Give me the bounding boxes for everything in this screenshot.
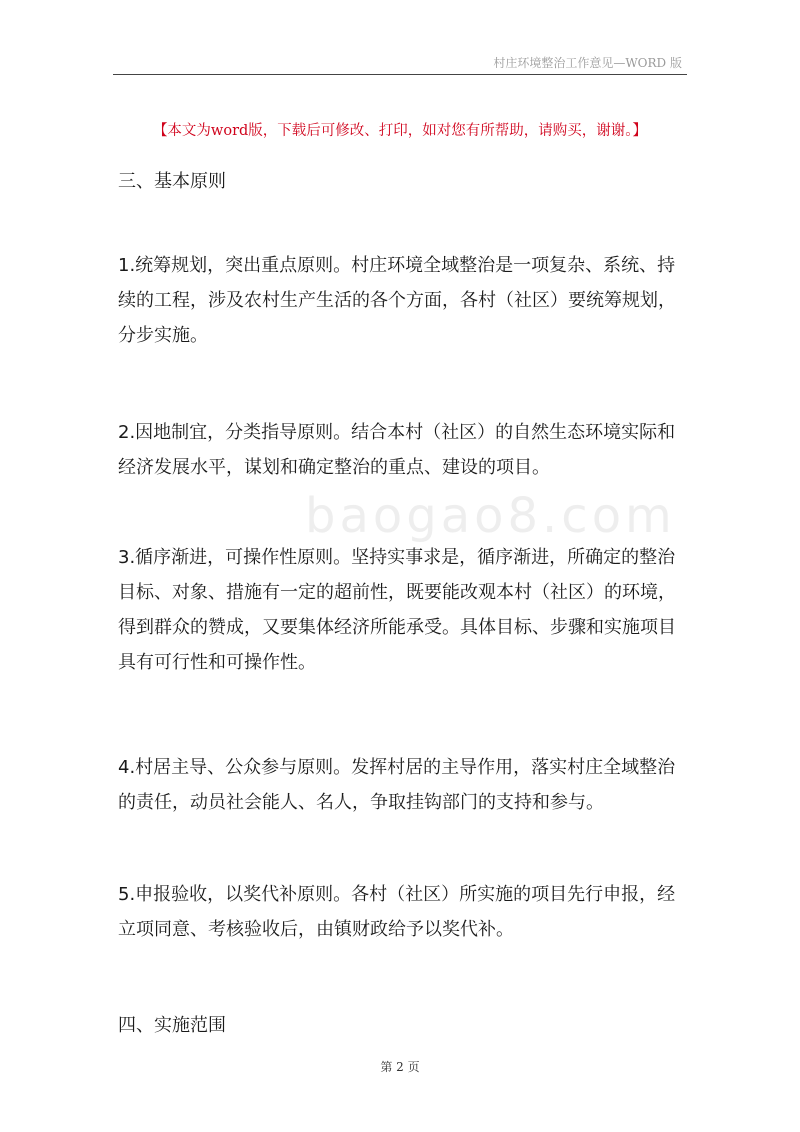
section-heading-basic-principles: 三、基本原则 xyxy=(118,171,226,192)
watermark: baogao8.com xyxy=(305,488,676,544)
page-number: 第 2 页 xyxy=(380,1060,420,1074)
principle-paragraph-5: 5.申报验收，以奖代补原则。各村（社区）所实施的项目先行申报，经立项同意、考核验收后，由镇财政给予以奖代补。 xyxy=(118,884,676,940)
principle-paragraph-4: 4.村居主导、公众参与原则。发挥村居的主导作用，落实村庄全域整治的责任，动员社会能人、名人，争取挂钩部门的支持和参与。 xyxy=(118,757,676,813)
section-heading-scope: 四、实施范围 xyxy=(118,1015,226,1036)
running-header: 村庄环境整治工作意见—WORD 版 xyxy=(493,56,682,70)
principle-paragraph-1: 1.统筹规划，突出重点原则。村庄环境全域整治是一项复杂、系统、持续的工程，涉及农村生产生活的各个方面，各村（社区）要统筹规划，分步实施。 xyxy=(118,255,676,346)
header-divider xyxy=(113,74,687,75)
principle-paragraph-2: 2.因地制宜，分类指导原则。结合本村（社区）的自然生态环境实际和经济发展水平，谋划和确定整治的重点、建设的项目。 xyxy=(118,422,676,478)
download-notice: 【本文为word版，下载后可修改、打印，如对您有所帮助，请购买，谢谢。】 xyxy=(152,123,648,139)
principle-paragraph-3: 3.循序渐进，可操作性原则。坚持实事求是，循序渐进，所确定的整治目标、对象、措施有一定的超前性，既要能改观本村（社区）的环境，得到群众的赞成，又要集体经济所能承受。具体目标、步骤和实施项目具有可行性和可操作性。 xyxy=(118,547,676,673)
